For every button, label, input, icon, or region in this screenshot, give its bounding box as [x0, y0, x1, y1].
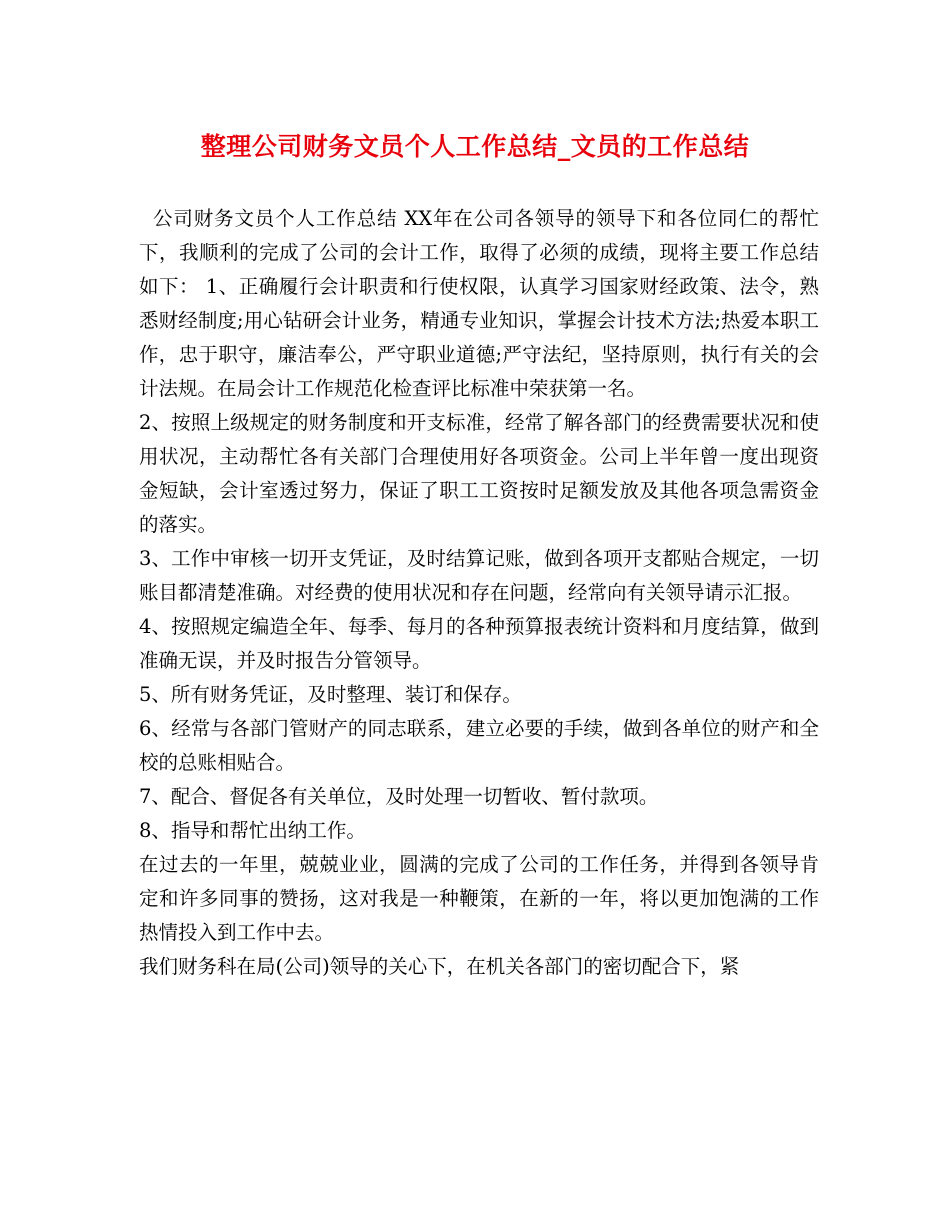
paragraph-item-2: 2、按照上级规定的财务制度和开支标准，经常了解各部门的经费需要状况和使用状况，主动帮忙各有关部门合理使用好各项资金。公司上半年曾一度出现资金短缺，会计室透过努力，保证了职工工资按时足额发放及其他各项急需资金的落实。	[139, 411, 819, 536]
paragraph-continuation: 我们财务科在局(公司)领导的关心下，在机关各部门的密切配合下，紧	[139, 955, 740, 978]
document-title: 整理公司财务文员个人工作总结_文员的工作总结	[200, 132, 750, 161]
paragraph-item-8: 8、指导和帮忙出纳工作。	[139, 819, 366, 842]
paragraph-item-4: 4、按照规定编造全年、每季、每月的各种预算报表统计资料和月度结算，做到准确无误，并及时报告分管领导。	[139, 615, 819, 672]
paragraph-item-6: 6、经常与各部门管财产的同志联系，建立必要的手续，做到各单位的财产和全校的总账相贴合。	[139, 717, 819, 774]
paragraph-intro: 公司财务文员个人工作总结 XX年在公司各领导的领导下和各位同仁的帮忙下，我顺利的完成了公司的会计工作，取得了必须的成绩，现将主要工作总结如下： 1、正确履行会计职责和行使权限，认真学习国家财经政策、法令，熟悉财经制度;用心钻研会计业务，精通专业知识，掌握会计技术方法;热爱本职工作，忠于职守，廉洁奉公，严守职业道德;严守法纪，坚持原则，执行有关的会计法规。在局会计工作规范化检查评比标准中荣获第一名。	[139, 207, 819, 400]
paragraph-review: 在过去的一年里，兢兢业业，圆满的完成了公司的工作任务，并得到各领导肯定和许多同事的赞扬，这对我是一种鞭策，在新的一年，将以更加饱满的工作热情投入到工作中去。	[139, 853, 819, 944]
paragraph-item-7: 7、配合、督促各有关单位，及时处理一切暂收、暂付款项。	[139, 785, 659, 808]
paragraph-item-5: 5、所有财务凭证，及时整理、装订和保存。	[139, 683, 522, 706]
document-body	[139, 202, 819, 984]
paragraph-item-3: 3、工作中审核一切开支凭证，及时结算记账，做到各项开支都贴合规定，一切账目都清楚准确。对经费的使用状况和存在问题，经常向有关领导请示汇报。	[139, 547, 819, 604]
